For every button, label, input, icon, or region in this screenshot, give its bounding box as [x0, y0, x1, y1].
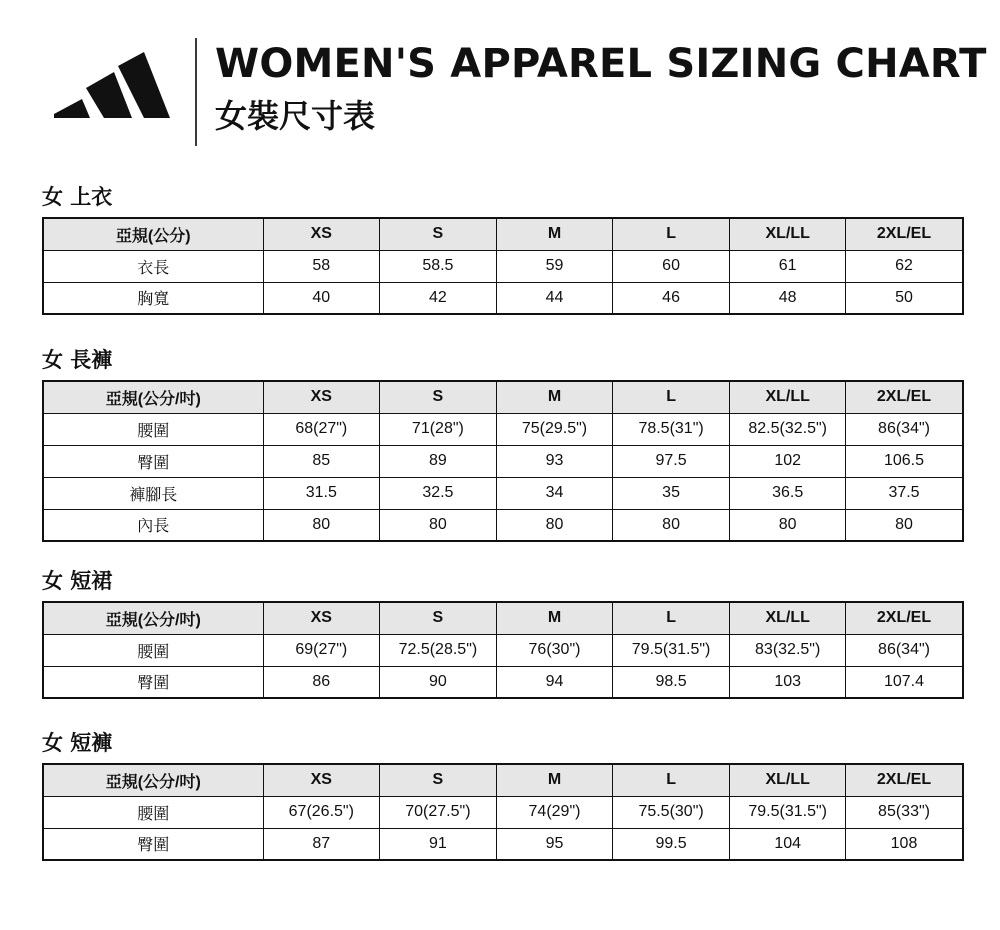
table-cell: 74(29")	[496, 796, 613, 828]
table-cell: 62	[846, 250, 963, 282]
table-cell: 94	[496, 666, 613, 698]
table-cell: 35	[613, 477, 730, 509]
table-row	[43, 509, 963, 541]
section-long-pants	[42, 346, 962, 542]
header-cell: L	[613, 602, 730, 634]
header-cell: 亞規(公分/吋)	[43, 381, 263, 413]
section-title: 女 上衣	[42, 185, 113, 209]
table-cell: 87	[263, 828, 380, 860]
section-title: 女 短褲	[42, 731, 113, 755]
table-cell: 103	[729, 666, 846, 698]
header-cell: L	[613, 218, 730, 250]
row-label: 衣長	[43, 250, 263, 282]
size-table	[42, 217, 964, 315]
header-cell: XL/LL	[729, 218, 846, 250]
header-cell: M	[496, 602, 613, 634]
table-cell: 36.5	[729, 477, 846, 509]
table-cell: 80	[846, 509, 963, 541]
header-cell: XS	[263, 381, 380, 413]
table-row	[43, 445, 963, 477]
page-title-zh: 女裝尺寸表	[215, 97, 376, 135]
section-title: 女 長褲	[42, 348, 113, 372]
section-tops	[42, 183, 962, 315]
table-cell: 69(27")	[263, 634, 380, 666]
table-cell: 34	[496, 477, 613, 509]
table-cell: 86(34")	[846, 634, 963, 666]
row-label: 臀圍	[43, 445, 263, 477]
header-divider	[195, 38, 197, 146]
table-cell: 80	[729, 509, 846, 541]
header-cell: S	[380, 602, 497, 634]
table-cell: 85(33")	[846, 796, 963, 828]
header-cell: 2XL/EL	[846, 764, 963, 796]
table-cell: 31.5	[263, 477, 380, 509]
header-cell: XL/LL	[729, 602, 846, 634]
table-cell: 76(30")	[496, 634, 613, 666]
row-label: 內長	[43, 509, 263, 541]
table-cell: 40	[263, 282, 380, 314]
header-cell: 2XL/EL	[846, 602, 963, 634]
table-cell: 60	[613, 250, 730, 282]
table-cell: 37.5	[846, 477, 963, 509]
table-cell: 86(34")	[846, 413, 963, 445]
table-cell: 50	[846, 282, 963, 314]
table-cell: 79.5(31.5")	[613, 634, 730, 666]
table-row	[43, 666, 963, 698]
table-cell: 80	[613, 509, 730, 541]
section-title: 女 短裙	[42, 569, 113, 593]
row-label: 臀圍	[43, 666, 263, 698]
table-cell: 48	[729, 282, 846, 314]
header-cell: 2XL/EL	[846, 218, 963, 250]
table-cell: 93	[496, 445, 613, 477]
table-cell: 91	[380, 828, 497, 860]
table-cell: 72.5(28.5")	[380, 634, 497, 666]
header-cell: XS	[263, 602, 380, 634]
table-cell: 83(32.5")	[729, 634, 846, 666]
header-cell: S	[380, 764, 497, 796]
table-cell: 32.5	[380, 477, 497, 509]
header-cell: XS	[263, 218, 380, 250]
header-cell: 亞規(公分/吋)	[43, 764, 263, 796]
table-cell: 97.5	[613, 445, 730, 477]
size-table	[42, 380, 964, 542]
table-cell: 78.5(31")	[613, 413, 730, 445]
table-cell: 108	[846, 828, 963, 860]
table-cell: 75(29.5")	[496, 413, 613, 445]
table-row	[43, 828, 963, 860]
table-header-row	[43, 764, 963, 796]
section-skirt	[42, 567, 962, 699]
table-cell: 82.5(32.5")	[729, 413, 846, 445]
table-cell: 104	[729, 828, 846, 860]
table-cell: 106.5	[846, 445, 963, 477]
table-row	[43, 250, 963, 282]
brand-logo-icon	[52, 50, 172, 122]
table-header-row	[43, 381, 963, 413]
row-label: 腰圍	[43, 634, 263, 666]
section-shorts	[42, 729, 962, 861]
table-cell: 102	[729, 445, 846, 477]
table-cell: 44	[496, 282, 613, 314]
row-label: 腰圍	[43, 796, 263, 828]
size-table	[42, 763, 964, 861]
table-cell: 58	[263, 250, 380, 282]
table-cell: 68(27")	[263, 413, 380, 445]
header-cell: L	[613, 764, 730, 796]
size-table	[42, 601, 964, 699]
row-label: 臀圍	[43, 828, 263, 860]
header-cell: XS	[263, 764, 380, 796]
table-cell: 67(26.5")	[263, 796, 380, 828]
table-cell: 80	[380, 509, 497, 541]
header-cell: XL/LL	[729, 764, 846, 796]
table-cell: 89	[380, 445, 497, 477]
table-row	[43, 477, 963, 509]
table-cell: 46	[613, 282, 730, 314]
table-cell: 79.5(31.5")	[729, 796, 846, 828]
header-cell: S	[380, 218, 497, 250]
header-cell: XL/LL	[729, 381, 846, 413]
header-cell: L	[613, 381, 730, 413]
header-cell: 2XL/EL	[846, 381, 963, 413]
table-cell: 58.5	[380, 250, 497, 282]
header-cell: M	[496, 381, 613, 413]
table-cell: 42	[380, 282, 497, 314]
header-cell: 亞規(公分/吋)	[43, 602, 263, 634]
table-cell: 80	[263, 509, 380, 541]
table-cell: 71(28")	[380, 413, 497, 445]
header-cell: M	[496, 764, 613, 796]
table-cell: 70(27.5")	[380, 796, 497, 828]
table-cell: 61	[729, 250, 846, 282]
table-cell: 86	[263, 666, 380, 698]
row-label: 胸寬	[43, 282, 263, 314]
header-cell: S	[380, 381, 497, 413]
table-header-row	[43, 218, 963, 250]
page-title-en: WOMEN'S APPAREL SIZING CHART	[215, 41, 987, 87]
table-cell: 98.5	[613, 666, 730, 698]
header-cell: M	[496, 218, 613, 250]
row-label: 腰圍	[43, 413, 263, 445]
table-row	[43, 282, 963, 314]
table-cell: 90	[380, 666, 497, 698]
table-cell: 99.5	[613, 828, 730, 860]
table-header-row	[43, 602, 963, 634]
row-label: 褲腳長	[43, 477, 263, 509]
table-cell: 75.5(30")	[613, 796, 730, 828]
table-row	[43, 413, 963, 445]
header-cell: 亞規(公分)	[43, 218, 263, 250]
table-cell: 107.4	[846, 666, 963, 698]
table-cell: 80	[496, 509, 613, 541]
table-cell: 85	[263, 445, 380, 477]
table-row	[43, 796, 963, 828]
table-cell: 59	[496, 250, 613, 282]
table-row	[43, 634, 963, 666]
table-cell: 95	[496, 828, 613, 860]
